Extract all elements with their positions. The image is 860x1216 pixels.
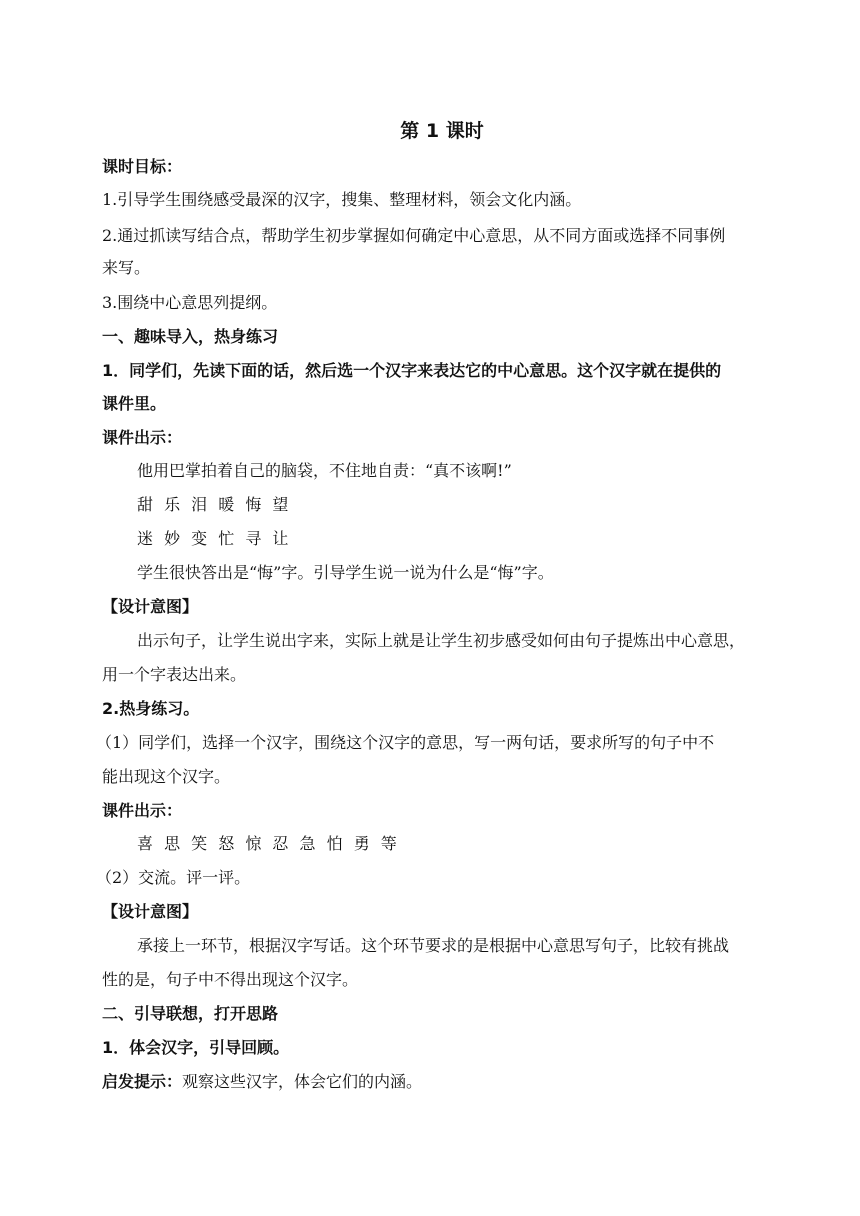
step2-item1-line1: （1）同学们，选择一个汉字，围绕这个汉字的意思，写一两句话，要求所写的句子中不 <box>96 733 715 752</box>
design-intent-heading: 【设计意图】 <box>102 597 199 616</box>
step2-item2: （2）交流。评一评。 <box>96 868 251 887</box>
goal-item-2-cont: 来写。 <box>102 258 151 277</box>
goals-heading: 课时目标： <box>102 157 183 176</box>
step2-heading: 2.热身练习。 <box>102 699 200 718</box>
hint-line <box>102 1072 782 1092</box>
courseware-label-2: 课件出示： <box>102 801 183 820</box>
design-intent-line1: 出示句子，让学生说出字来，实际上就是让学生初步感受如何由句子提炼出中心意思， <box>137 631 746 650</box>
hint-text: 观察这些汉字，体会它们的内涵。 <box>182 1072 423 1091</box>
character-row-3: 喜 思 笑 怒 惊 忍 急 怕 勇 等 <box>137 834 397 853</box>
character-row-2: 迷 妙 变 忙 寻 让 <box>137 529 289 548</box>
design-intent-heading-2: 【设计意图】 <box>102 902 199 921</box>
design-intent2-line2: 性的是，句子中不得出现这个汉字。 <box>102 970 359 989</box>
section1-step1-line1: 1．同学们，先读下面的话，然后选一个汉字来表达它的中心意思。这个汉字就在提供的 <box>102 361 722 380</box>
step2-item1-line2: 能出现这个汉字。 <box>102 767 231 786</box>
goal-item-3: 3.围绕中心意思列提纲。 <box>102 293 278 312</box>
character-row-1: 甜 乐 泪 暖 悔 望 <box>137 495 289 514</box>
hint-label: 启发提示： <box>102 1072 183 1091</box>
example-sentence: 他用巴掌拍着自己的脑袋，不住地自责：“真不该啊!” <box>137 461 512 480</box>
page-title: 第 1 课时 <box>400 120 484 142</box>
goal-item-1: 1.引导学生围绕感受最深的汉字，搜集、整理材料，领会文化内涵。 <box>102 190 582 209</box>
design-intent-line2: 用一个字表达出来。 <box>102 665 247 684</box>
section2-heading: 二、引导联想，打开思路 <box>102 1004 279 1023</box>
goal-item-2: 2.通过抓读写结合点，帮助学生初步掌握如何确定中心意思，从不同方面或选择不同事例 <box>102 226 726 245</box>
design-intent2-line1: 承接上一环节，根据汉字写话。这个环节要求的是根据中心意思写句子，比较有挑战 <box>137 936 730 955</box>
section1-step1-line2: 课件里。 <box>102 394 167 413</box>
answer-text: 学生很快答出是“悔”字。引导学生说一说为什么是“悔”字。 <box>137 563 554 582</box>
section1-heading: 一、趣味导入，热身练习 <box>102 327 279 346</box>
courseware-label: 课件出示： <box>102 428 183 447</box>
section2-step1: 1．体会汉字，引导回顾。 <box>102 1038 290 1057</box>
